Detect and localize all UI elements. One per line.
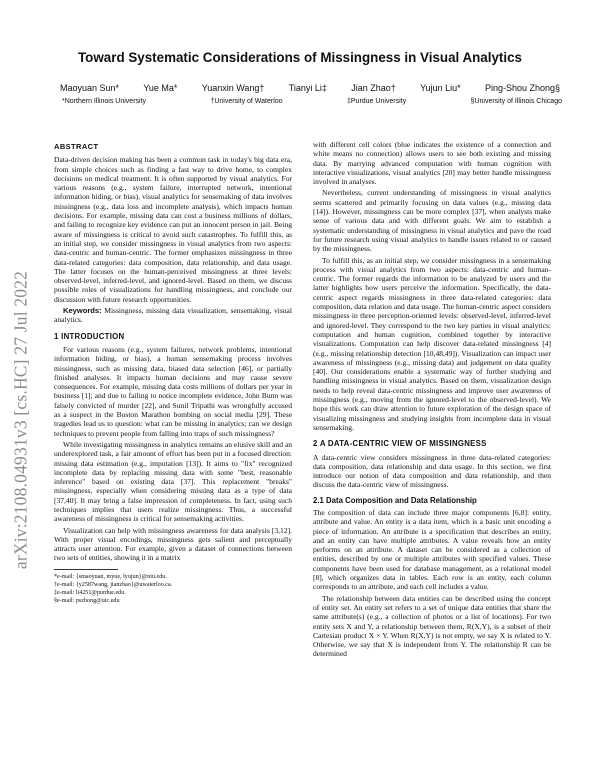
body-paragraph: The relationship between data entities can be described using the concept of entity set. An entity set refers to a set of unique data entities that share the same attribute(s) (e.g., a collection of photos or a list of locations). For two entity sets X and Y, a relationship between them, R(X,Y), is a subset of their Cartesian product X × Y. When R(X,Y) is not empty, we say X is related to Y. Otherwise, we say that X is independent from Y. The relationship R can be determined — [313, 593, 551, 659]
body-paragraph: A data-centric view considers missingness in three data-related categories: data composition, data relationship and data usage. In this section, we first introduce our notion of data composition and data relationship, and then discuss the data-centric view of missingness. — [313, 452, 551, 490]
keywords-text: Missingness, missing data visualization, sensemaking, visual analytics. — [54, 306, 293, 325]
intro-paragraph: For various reasons (e.g., system failures, network problems, intentional information hiding, or bias), a human sensemaking process involves missingness, such as missing data, biased data selection [46], or partially finished analyses. It impacts human decisions and may cause severe consequences. For example, missing data costs millions of dollars per year in business [1]; and due to failing to notice incomplete evidence, John Bunn was falsely convicted of murder [22], and Sunil Tripathi was wrongfully accused as a suspect in the Boston Marathon bombing on social media [29]. These tragedies lead us to question: what can be missing in analytics; can we design techniques to prevent people from falling into traps of such missingness? — [54, 344, 292, 438]
intro-paragraph: Visualization can help with missingness awareness for data analysis [3,12]. With proper visual encodings, missingness gets salient and perceptually attracts user attention. For example, given a dataset of connections between two sets of entities, showing it in a matrix — [54, 525, 292, 563]
affiliation-list — [62, 98, 562, 105]
author: Jian Zhao† — [351, 83, 396, 93]
arxiv-stamp: arXiv:2108.04931v3 [cs.HC] 27 Jul 2022 — [10, 270, 31, 570]
body-paragraph: Nevertheless, current understanding of missingness in visual analytics seems scattered and primarily focusing on data values (e.g., missing data [14]). However, missingness can be more complex [37], when analysts make sense of various data and with different goals. We aim to establish a systematic understanding of missingness in visual analytics and pave the road for future research using visual analytics to handle issues related to or caused by the missingness. — [313, 188, 551, 254]
body-paragraph: The composition of data can include three major components [6,8]: entity, attribute and value. An entity is a data item, which is a basic unit encoding a piece of information. An attribute is a specification that describes an entity, and an entity can have multiple attributes. A value reveals how an entity performs on an attribute. A dataset can be considered as a collection of entities, described by one or multiple attributes with specified values. These components have been used for database management, as a relational model [8], which organizes data in tables. Each row is an entity, each column corresponds to an attribute, and each cell includes a value. — [313, 507, 551, 592]
author: Yujun Liu* — [420, 83, 461, 93]
body-paragraph: with different cell colors (blue indicates the existence of a connection and white means no connection) allows users to see both existing and missing data. By marrying advanced computation with human cognition with interactive visualizations, visual analytics [20] may better handle missingness involved in analyses. — [313, 140, 551, 187]
footnote: †e-mail: {y2587wang, jianzhao}@uwaterloo.ca. — [54, 581, 173, 588]
abstract-heading: ABSTRACT — [54, 142, 99, 151]
section-2-heading: 2 A DATA-CENTRIC VIEW OF MISSINGNESS — [313, 439, 487, 449]
intro-heading: 1 INTRODUCTION — [54, 331, 125, 341]
affiliation: ‡Purdue University — [346, 98, 407, 105]
left-column — [54, 142, 292, 606]
footnote: *e-mail: {smaoyuan, myue, lyujun}@niu.edu. — [54, 573, 167, 580]
right-column — [313, 140, 551, 661]
intro-paragraph: While investigating missingness in analytics remains an elusive skill and an underexplored task, a fair amount of effort has been put in a focused direction: missing data estimation (e.g., imputation [13]). It aims to "fix" recognized incomplete data by replacing missing data with some "best, reasonable inference" based on existing data [37]. This replacement "breaks" missingness, especially when considering missing data as a type of data [37,40]. It may bring a false impression of completeness. In fact, using such techniques implies that users realize missingness. Thus, a successful awareness of missingness is critical for sensemaking activities. — [54, 439, 292, 524]
footnote: ‡e-mail: li4251@purdue.edu. — [54, 590, 126, 597]
author-list — [60, 83, 560, 93]
author: Yuanxin Wang† — [201, 83, 265, 93]
author: Ping-Shou Zhong§ — [484, 83, 560, 93]
abstract-text: Data-driven decision making has been a common task in today's big data era, from simple choices such as finding a fast way to drive home, to complex decisions on medical treatment. It is often supported by visual analytics. For various reasons (e.g., system failure, interrupted network, intentional information hiding, or bias), visual analytics for sensemaking of data involves missingness (e.g., data loss and incomplete analysis), which impacts human decisions. For example, missing data can cost a business millions of dollars, and failing to recognize key evidence can put an innocent person in jail. Being aware of missingness is critical to avoid such catastrophes. To fulfill this, as an initial step, we consider missingness in visual analytics from two aspects: data-centric and human-centric. The former emphasizes missingness in three data-related categories: data composition, data relationship, and data usage. The latter focuses on the human-perceived missingness at three levels: observed-level, inferred-level, and ignored-level. Based on them, we discuss possible roles of visualizations for handling missingness, and conclude our discussion with future research opportunities. — [54, 155, 292, 304]
affiliation: §University of Illinois Chicago — [470, 98, 562, 105]
footnote-rule — [54, 569, 118, 570]
subsection-2-1-heading: 2.1 Data Composition and Data Relationship — [313, 495, 477, 505]
paper-title: Toward Systematic Considerations of Missingness in Visual Analytics — [78, 50, 522, 65]
affiliation: *Northern Illinois University — [62, 98, 147, 105]
keywords-label: Keywords: — [63, 306, 102, 316]
author: Maoyuan Sun* — [60, 83, 120, 93]
affiliation: †University of Waterloo — [210, 98, 283, 105]
author: Tianyi Li‡ — [288, 83, 327, 93]
keywords — [54, 306, 292, 325]
body-paragraph: To fulfill this, as an initial step, we consider missingness in a sensemaking process with visual analytics from two aspects: data-centric and human-centric. The former regards the information to be analyzed by users and the latter highlights how users perceive the information. Specifically, the data-centric aspect regards missingness in three data-related categories: data composition, data relation and data usage. The human-centric aspect considers missingness in three perception-oriented levels: observed-level, inferred-level and ignored-level. They correspond to the two key parties in visual analytics: computation and human cognition, combined together by interactive visualizations. Computation can help discover data-related missingness [4] (e.g., missing relationship detection [10,48,49]). Visualization can impact user awareness of missingness (e.g., missing data) and judgement on data quality [40]. Our considerations enable a systematic way of further studying and handling missingness in visual analytics. Based on them, visualization design needs to help reveal data-centric missingness and improve user awareness of missingness (e.g., moving from the ignored-level to the observed-level). We hope this work can draw attention to future exploration of the design space of visualizing missingness and studying insights from incomplete data in visual sensemaking. — [313, 255, 551, 432]
author: Yue Ma* — [143, 83, 178, 93]
footnote: §e-mail: pszhong@uic.edu — [54, 598, 120, 605]
